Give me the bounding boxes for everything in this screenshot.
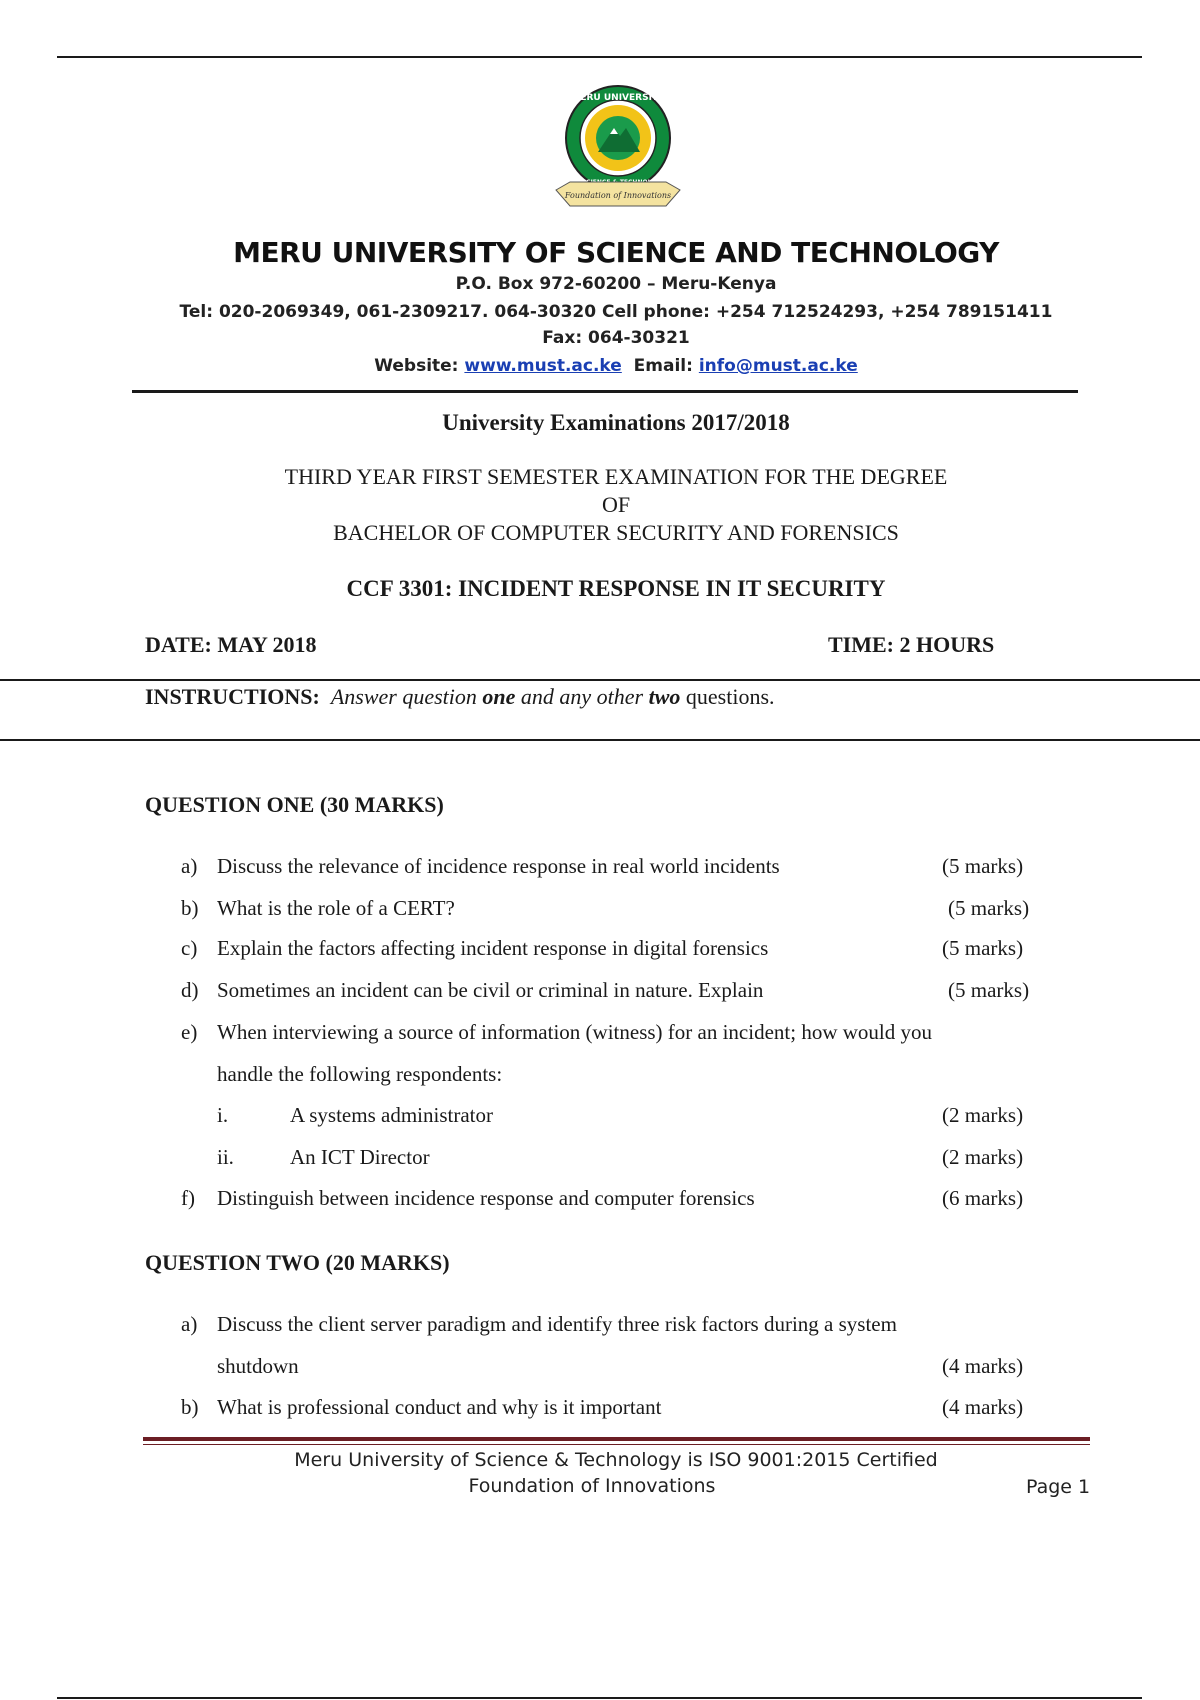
item-text-continued: shutdown [217, 1354, 299, 1378]
subitem-label: ii. [217, 1145, 234, 1169]
item-label: f) [181, 1186, 195, 1210]
university-name: MERU UNIVERSITY OF SCIENCE AND TECHNOLOGY [233, 236, 999, 269]
item-marks: (5 marks) [942, 854, 1024, 878]
item-text: Distinguish between incidence response and computer forensics [217, 1186, 755, 1210]
email-label: Email: [633, 356, 693, 376]
item-marks: (5 marks) [948, 978, 1030, 1002]
item-label: e) [181, 1020, 198, 1044]
q1-subitem-ii [0, 1145, 1200, 1173]
item-label: a) [181, 1312, 198, 1336]
fax-line: Fax: 064-30321 [542, 328, 690, 348]
degree-line-3: BACHELOR OF COMPUTER SECURITY AND FORENSICS [333, 520, 899, 545]
q1-item-e [0, 1020, 1200, 1090]
item-text-continued: handle the following respondents: [217, 1062, 503, 1086]
instructions-label: INSTRUCTIONS: [145, 684, 320, 709]
question-one-title: QUESTION ONE (30 MARKS) [145, 792, 444, 817]
exam-date: DATE: MAY 2018 [145, 632, 317, 657]
web-email-line [0, 356, 1200, 376]
logo-ribbon-text: Foundation of Innovations [564, 191, 672, 200]
item-label: b) [181, 1395, 199, 1419]
item-text: What is professional conduct and why is it important [217, 1395, 662, 1419]
q1-item-b [0, 896, 1200, 924]
instructions [145, 684, 775, 710]
instructions-top-rule [0, 679, 1200, 681]
item-text: What is the role of a CERT? [217, 896, 455, 920]
question-two-title: QUESTION TWO (20 MARKS) [145, 1250, 450, 1275]
item-marks: (4 marks) [942, 1395, 1024, 1419]
item-text: Discuss the client server paradigm and identify three risk factors during a system [217, 1312, 897, 1336]
exam-title: University Examinations 2017/2018 [442, 410, 790, 435]
subitem-text: A systems administrator [290, 1103, 493, 1127]
footer-motto: Foundation of Innovations [468, 1475, 716, 1497]
instructions-two: two [648, 684, 681, 709]
item-text: Explain the factors affecting incident response in digital forensics [217, 936, 769, 960]
logo-ring-top: MERU UNIVERSITY [571, 93, 665, 103]
item-marks: (5 marks) [948, 896, 1030, 920]
exam-time: TIME: 2 HOURS [828, 632, 995, 657]
item-text: When interviewing a source of information (witness) for an incident; how would you [217, 1020, 932, 1044]
footer-iso: Meru University of Science & Technology is ISO 9001:2015 Certified [294, 1449, 938, 1471]
q2-item-b [0, 1395, 1200, 1423]
footer-rule-thick [143, 1437, 1090, 1441]
q1-item-a [0, 854, 1200, 882]
bottom-rule [57, 1697, 1142, 1699]
instructions-one: one [482, 684, 516, 709]
instructions-part2: and any other [520, 684, 644, 709]
item-text: Sometimes an incident can be civil or criminal in nature. Explain [217, 978, 764, 1002]
item-label: d) [181, 978, 199, 1002]
instructions-part1: Answer question [330, 684, 477, 709]
q1-item-d [0, 978, 1200, 1006]
top-rule [57, 56, 1142, 58]
website-label: Website: [374, 356, 459, 376]
page-number: Page 1 [1026, 1476, 1091, 1498]
subitem-text: An ICT Director [290, 1145, 430, 1169]
course-title: CCF 3301: INCIDENT RESPONSE IN IT SECURITY [346, 576, 886, 601]
q1-subitem-i [0, 1103, 1200, 1131]
item-marks: (5 marks) [942, 936, 1024, 960]
item-marks: (4 marks) [942, 1354, 1024, 1378]
q1-item-c [0, 936, 1200, 964]
subitem-label: i. [217, 1103, 229, 1127]
footer-rule-thin [143, 1444, 1090, 1445]
q2-item-a [0, 1312, 1200, 1382]
q1-item-f [0, 1186, 1200, 1214]
item-label: c) [181, 936, 198, 960]
telephone-line: Tel: 020-2069349, 061-2309217. 064-30320 Cell phone: +254 712524293, +254 789151411 [179, 302, 1053, 322]
subitem-marks: (2 marks) [942, 1145, 1024, 1169]
degree-line-1: THIRD YEAR FIRST SEMESTER EXAMINATION FOR THE DEGREE [284, 464, 948, 489]
university-logo [548, 72, 688, 222]
subitem-marks: (2 marks) [942, 1103, 1024, 1127]
email-link[interactable]: info@must.ac.ke [698, 356, 858, 376]
website-link[interactable]: www.must.ac.ke [464, 356, 622, 376]
item-label: b) [181, 896, 199, 920]
item-label: a) [181, 854, 198, 878]
item-text: Discuss the relevance of incidence response in real world incidents [217, 854, 780, 878]
header-rule [132, 390, 1078, 393]
item-marks: (6 marks) [942, 1186, 1024, 1210]
instructions-part3: questions. [685, 684, 775, 709]
degree-line-2: OF [601, 492, 631, 517]
instructions-bottom-rule [0, 739, 1200, 741]
po-box: P.O. Box 972-60200 – Meru-Kenya [455, 274, 777, 294]
